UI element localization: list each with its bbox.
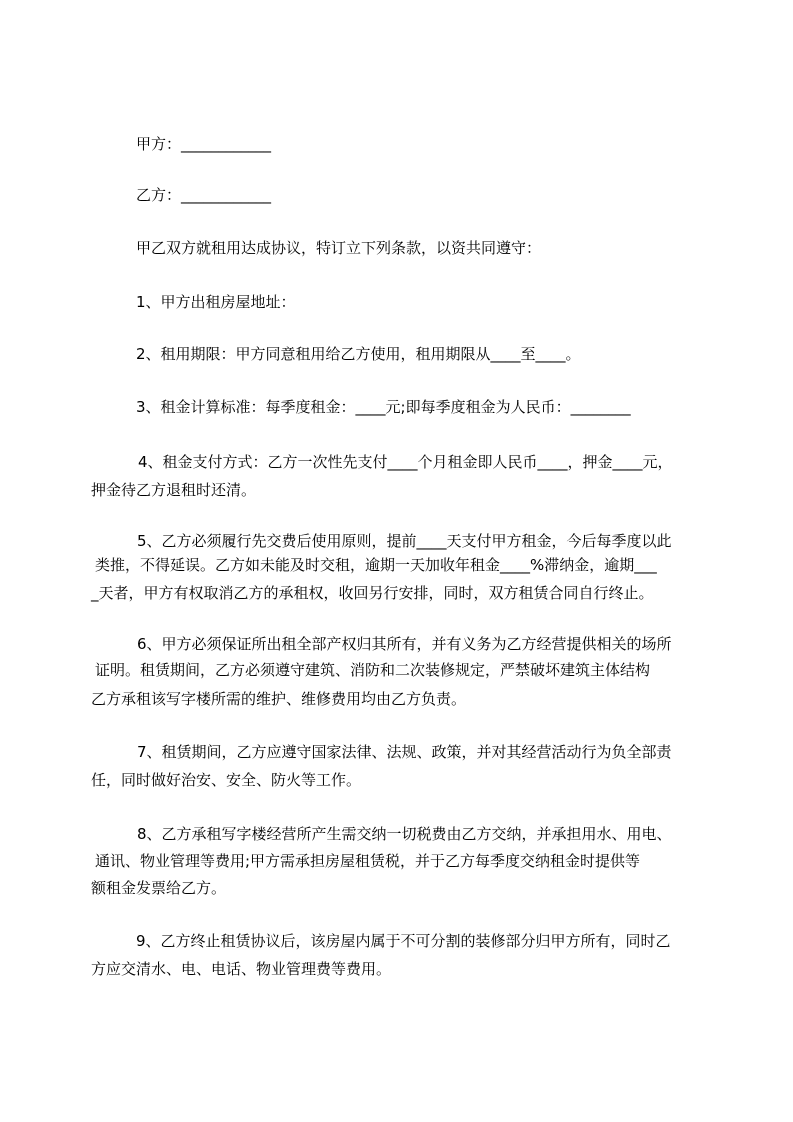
clause-7-line-2: 任，同时做好治安、安全、防火等工作。 <box>91 771 362 789</box>
clause-4-line-1: 4、租金支付方式：乙方一次性先支付____个月租金即人民币____，押金____元， <box>138 453 673 471</box>
clause-4-line-2: 押金待乙方退租时还清。 <box>91 481 257 499</box>
clause-5-line-3: _天者，甲方有权取消乙方的承租权，收回另行安排，同时，双方租赁合同自行终止。 <box>91 584 654 602</box>
clause-5-line-1: 5、乙方必须履行先交费后使用原则，提前____天支付甲方租金，今后每季度以此 <box>137 532 672 550</box>
clause-6-line-1: 6、甲方必须保证所出租全部产权归其所有，并有义务为乙方经营提供相关的场所 <box>137 635 672 653</box>
clause-3: 3、租金计算标准：每季度租金：____元;即每季度租金为人民币：________ <box>136 398 631 416</box>
clause-8-line-3: 额租金发票给乙方。 <box>91 879 227 897</box>
party-a-line: 甲方：____________ <box>136 135 272 153</box>
clause-9-line-2: 方应交清水、电、电话、物业管理费等费用。 <box>91 960 392 978</box>
clause-9-line-1: 9、乙方终止租赁协议后，该房屋内属于不可分割的装修部分归甲方所有，同时乙 <box>136 932 671 950</box>
clause-7-line-1: 7、租赁期间，乙方应遵守国家法律、法规、政策，并对其经营活动行为负全部责 <box>137 743 672 761</box>
clause-6-line-2: 证明。租赁期间，乙方必须遵守建筑、消防和二次装修规定，严禁破坏建筑主体结构 <box>95 661 651 679</box>
clause-5-line-2: 类推，不得延误。乙方如未能及时交租，逾期一天加收年租金____%滞纳金，逾期___ <box>95 556 657 574</box>
clause-6-line-3: 乙方承租该写字楼所需的维护、维修费用均由乙方负责。 <box>91 690 467 708</box>
clause-2: 2、租用期限：甲方同意租用给乙方使用，租用期限从____至____。 <box>136 345 581 363</box>
party-b-line: 乙方：____________ <box>136 186 272 204</box>
intro-paragraph: 甲乙双方就租用达成协议，特订立下列条款，以资共同遵守： <box>136 239 542 257</box>
clause-1: 1、甲方出租房屋地址： <box>136 293 296 311</box>
clause-8-line-1: 8、乙方承租写字楼经营所产生需交纳一切税费由乙方交纳，并承担用水、用电、 <box>137 825 672 843</box>
clause-8-line-2: 通讯、物业管理等费用;甲方需承担房屋租赁税，并于乙方每季度交纳租金时提供等 <box>95 852 641 870</box>
